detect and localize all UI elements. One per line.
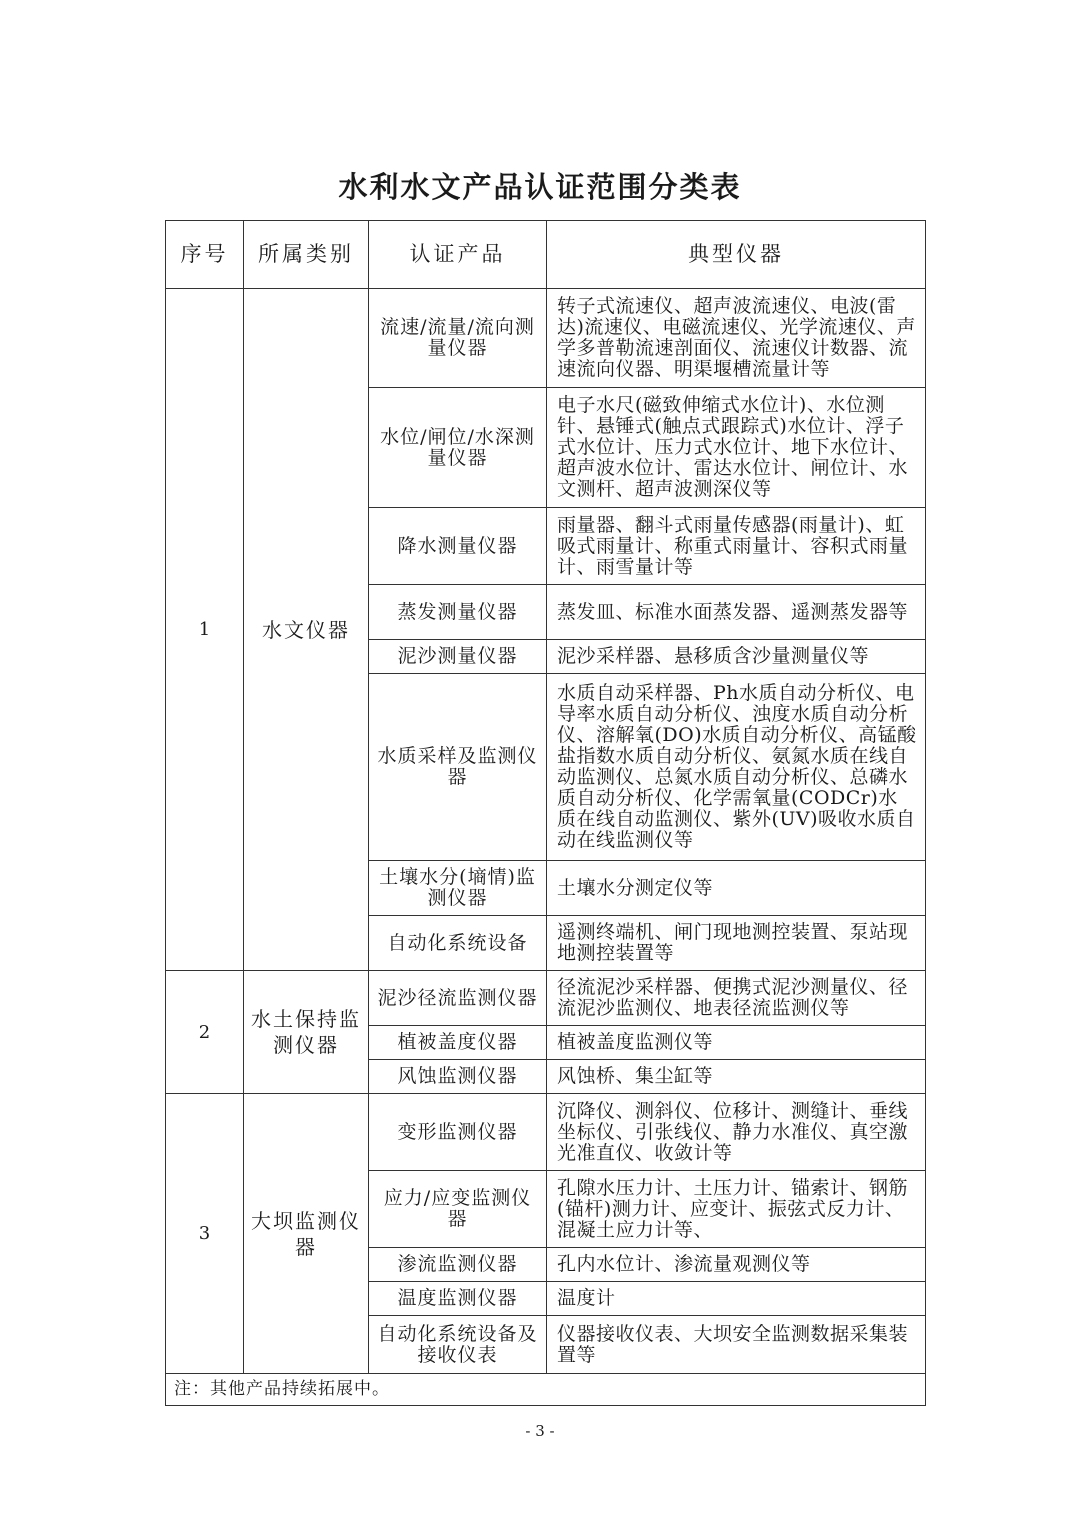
page-number: - 3 -: [525, 1422, 555, 1440]
devices-cell: 水质自动采样器、Ph水质自动分析仪、电导率水质自动分析仪、浊度水质自动分析仪、溶解氧(DO)水质自动分析仪、高锰酸盐指数水质自动分析仪、氨氮水质在线自动监测仪、总氮水质自动分析仪、总磷水质自动分析仪、化学需氧量(CODCr)水质在线自动监测仪、紫外(UV)吸收水质自动在线监测仪等: [547, 674, 926, 861]
note-row: [166, 1374, 926, 1406]
devices-cell: 孔隙水压力计、土压力计、锚索计、钢筋(锚杆)测力计、应变计、振弦式反力计、混凝土应力计等、: [547, 1171, 926, 1248]
table-note: 注：其他产品持续拓展中。: [166, 1374, 926, 1406]
devices-cell: 风蚀桥、集尘缸等: [547, 1060, 926, 1094]
group-category: 水文仪器: [244, 289, 369, 971]
product-cell: 蒸发测量仪器: [369, 585, 547, 640]
product-cell: 应力/应变监测仪器: [369, 1171, 547, 1248]
devices-cell: 遥测终端机、闸门现地测控装置、泵站现地测控装置等: [547, 916, 926, 971]
page-title: 水利水文产品认证范围分类表: [338, 170, 742, 204]
product-cell: 自动化系统设备: [369, 916, 547, 971]
product-cell: 风蚀监测仪器: [369, 1060, 547, 1094]
devices-cell: 沉降仪、测斜仪、位移计、测缝计、垂线坐标仪、引张线仪、静力水准仪、真空激光准直仪、收敛计等: [547, 1094, 926, 1171]
table-header-row: [166, 221, 926, 289]
product-cell: 泥沙径流监测仪器: [369, 971, 547, 1026]
product-cell: 植被盖度仪器: [369, 1026, 547, 1060]
certification-table: [165, 220, 926, 1406]
group-category: 大坝监测仪器: [244, 1094, 369, 1374]
group-number: 2: [166, 971, 244, 1094]
header-no: 序号: [166, 221, 244, 289]
devices-cell: 仪器接收仪表、大坝安全监测数据采集装置等: [547, 1316, 926, 1374]
product-cell: 水位/闸位/水深测量仪器: [369, 388, 547, 508]
devices-cell: 径流泥沙采样器、便携式泥沙测量仪、径流泥沙监测仪、地表径流监测仪等: [547, 971, 926, 1026]
devices-cell: 温度计: [547, 1282, 926, 1316]
group-number: 3: [166, 1094, 244, 1374]
product-cell: 温度监测仪器: [369, 1282, 547, 1316]
product-cell: 水质采样及监测仪器: [369, 674, 547, 861]
product-cell: 渗流监测仪器: [369, 1248, 547, 1282]
header-category: 所属类别: [244, 221, 369, 289]
table-row: [166, 1094, 926, 1171]
devices-cell: 雨量器、翻斗式雨量传感器(雨量计)、虹吸式雨量计、称重式雨量计、容积式雨量计、雨雪量计等: [547, 508, 926, 585]
devices-cell: 植被盖度监测仪等: [547, 1026, 926, 1060]
product-cell: 泥沙测量仪器: [369, 640, 547, 674]
product-cell: 土壤水分(墒情)监测仪器: [369, 861, 547, 916]
product-cell: 流速/流量/流向测量仪器: [369, 289, 547, 388]
devices-cell: 土壤水分测定仪等: [547, 861, 926, 916]
devices-cell: 孔内水位计、渗流量观测仪等: [547, 1248, 926, 1282]
product-cell: 变形监测仪器: [369, 1094, 547, 1171]
devices-cell: 蒸发皿、标准水面蒸发器、遥测蒸发器等: [547, 585, 926, 640]
devices-cell: 电子水尺(磁致伸缩式水位计)、水位测针、悬锤式(触点式跟踪式)水位计、浮子式水位计、压力式水位计、地下水位计、超声波水位计、雷达水位计、闸位计、水文测杆、超声波测深仪等: [547, 388, 926, 508]
table-row: [166, 289, 926, 388]
header-product: 认证产品: [369, 221, 547, 289]
header-devices: 典型仪器: [547, 221, 926, 289]
product-cell: 降水测量仪器: [369, 508, 547, 585]
table-row: [166, 971, 926, 1026]
group-number: 1: [166, 289, 244, 971]
group-category: 水土保持监测仪器: [244, 971, 369, 1094]
devices-cell: 泥沙采样器、悬移质含沙量测量仪等: [547, 640, 926, 674]
devices-cell: 转子式流速仪、超声波流速仪、电波(雷达)流速仪、电磁流速仪、光学流速仪、声学多普勒流速剖面仪、流速仪计数器、流速流向仪器、明渠堰槽流量计等: [547, 289, 926, 388]
product-cell: 自动化系统设备及接收仪表: [369, 1316, 547, 1374]
